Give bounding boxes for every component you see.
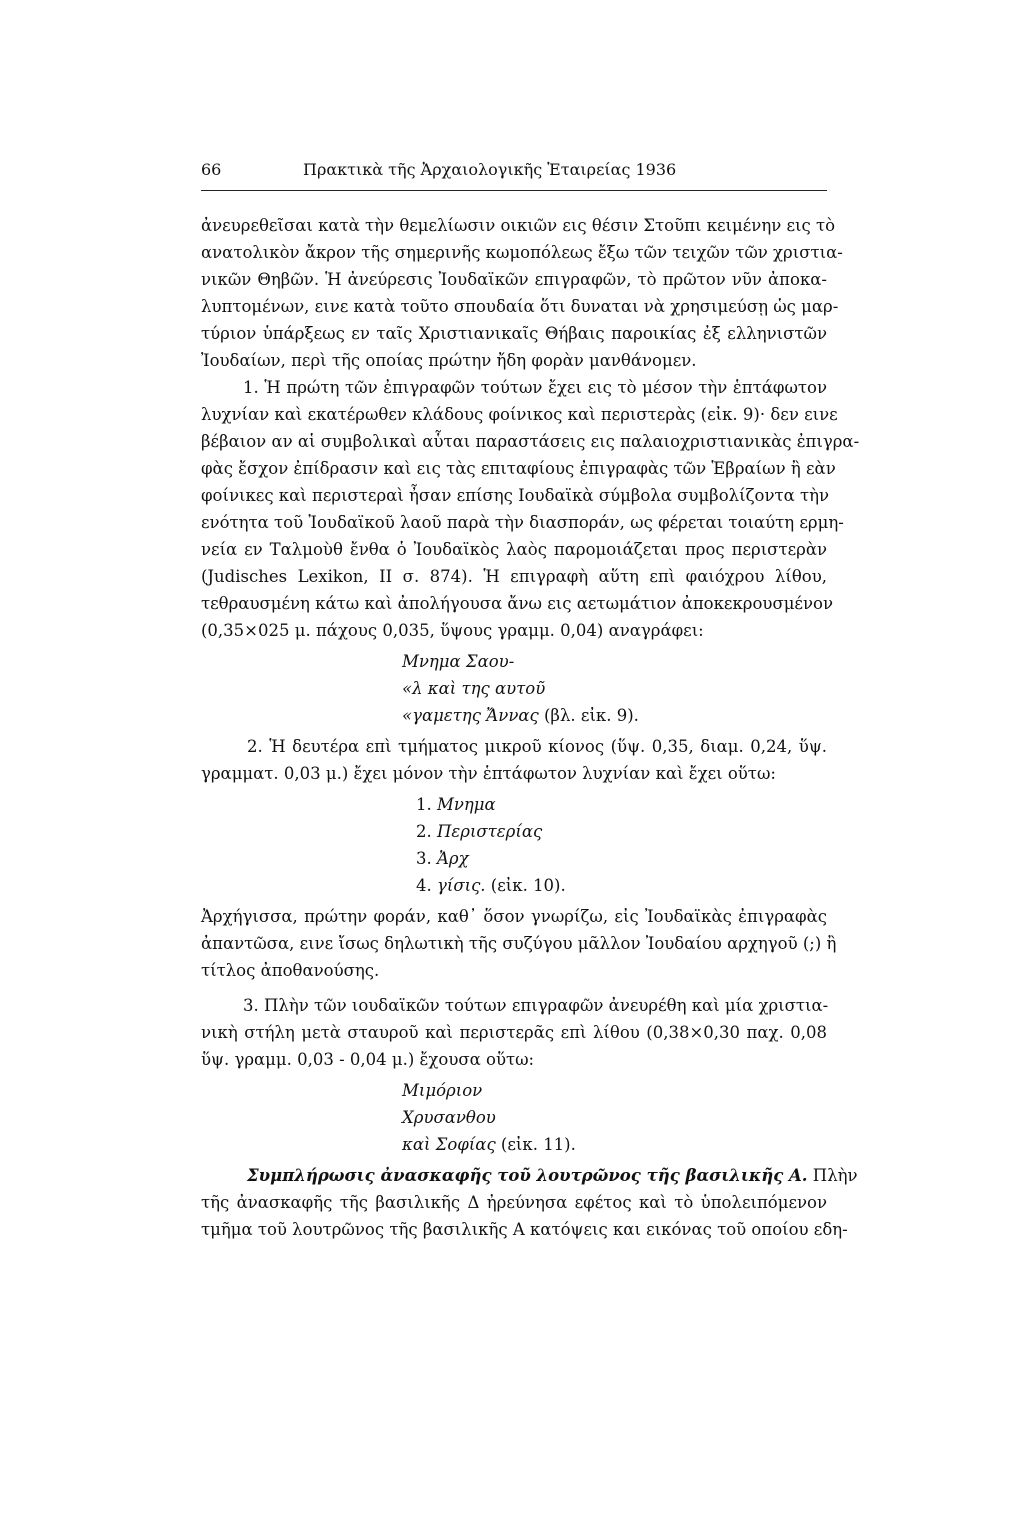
inscription-text: Μνημα bbox=[437, 795, 496, 814]
inscription-line bbox=[201, 845, 827, 872]
text-line: φὰς ἔσχον ἐπίδρασιν καὶ εις τὰς επιταφίους ἐπιγραφὰς τῶν Ἑβραίων ἢ εὰν bbox=[201, 459, 836, 478]
text-line: (Judisches Lexikon, II σ. 874). Ἡ επιγραφὴ αὕτη επὶ φαιόχρου λίθου, bbox=[201, 567, 827, 586]
body-text bbox=[201, 212, 860, 1243]
inscription-text: καὶ Σοφίας bbox=[402, 1135, 496, 1154]
inscription-line bbox=[201, 702, 827, 729]
text-line: ἀνευρεθεῖσαι κατὰ τὴν θεμελίωσιν οικιῶν εις θέσιν Στοῦπι κειμένην εις τὸ bbox=[201, 216, 836, 235]
inscription-line bbox=[201, 1131, 827, 1158]
text-line: Ἰουδαίων, περὶ τῆς οποίας πρώτην ἤδη φορὰν μανθάνομεν. bbox=[201, 351, 697, 370]
text-line: (0,35×025 μ. πάχους 0,035, ὕψους γραμμ. 0,04) αναγράφει: bbox=[201, 621, 704, 640]
text-line: νικὴ στήλη μετὰ σταυροῦ καὶ περιστερᾶς επὶ λίθου (0,38×0,30 παχ. 0,08 bbox=[201, 1023, 827, 1042]
section-heading: Συμπλήρωσις ἀνασκαφῆς τοῦ λουτρῶνος τῆς βασιλικῆς Α. bbox=[247, 1166, 808, 1185]
paragraph-1 bbox=[201, 212, 843, 374]
text-line: 3. Πλὴν τῶν ιουδαϊκῶν τούτων επιγραφῶν ἀνευρέθη καὶ μία χριστια- bbox=[243, 996, 829, 1015]
inscription-line bbox=[201, 818, 827, 845]
line-number: 4. bbox=[416, 876, 437, 895]
inscription-text: «γαμετης Ἄννας bbox=[402, 706, 539, 725]
text-line: τεθραυσμένη κάτω καὶ ἀπολήγουσα ἄνω εις αετωμάτιον ἀποκεκρουσμένον bbox=[201, 594, 833, 613]
text-line: Ἀρχήγισσα, πρώτην φοράν, καθ᾿ ὅσον γνωρίζω, εἰς Ἰουδαϊκὰς ἐπιγραφὰς bbox=[201, 907, 827, 926]
inscription-text: Περιστερίας bbox=[437, 822, 543, 841]
inscription-2 bbox=[201, 791, 827, 899]
inscription-line: Χρυσανθου bbox=[402, 1108, 496, 1127]
text-line: ἀπαντῶσα, εινε ἴσως δηλωτικὴ τῆς συζύγου μᾶλλον Ἰουδαίου αρχηγοῦ (;) ἢ bbox=[201, 934, 837, 953]
text-line: φοίνικες καὶ περιστεραὶ ἦσαν επίσης Ιουδαϊκὰ σύμβολα συμβολίζοντα τὴν bbox=[201, 486, 830, 505]
header-rule bbox=[201, 190, 827, 191]
inscription-text: γίσις. bbox=[437, 876, 486, 895]
inscription-1 bbox=[201, 648, 827, 729]
text-line: λυχνίαν καὶ εκατέρωθεν κλάδους φοίνικος καὶ περιστερὰς (εἰκ. 9)· δεν εινε bbox=[201, 405, 838, 424]
text-line: νικῶν Θηβῶν. Ἡ ἀνεύρεσις Ἰουδαϊκῶν επιγραφῶν, τὸ πρῶτον νῦν ἀποκα- bbox=[201, 270, 827, 289]
text-line: τῆς ἀνασκαφῆς τῆς βασιλικῆς Δ ἠρεύνησα εφέτος καὶ τὸ ὑπολειπόμενον bbox=[201, 1193, 827, 1212]
line-number: 3. bbox=[416, 849, 437, 868]
running-header bbox=[201, 160, 826, 190]
running-title: Πρακτικὰ τῆς Ἀρχαιολογικῆς Ἑταιρείας 1936 bbox=[303, 160, 677, 179]
paragraph-2 bbox=[201, 374, 860, 644]
inscription-line bbox=[201, 872, 827, 899]
text-line: ενότητα τοῦ Ἰουδαϊκοῦ λαοῦ παρὰ τὴν διασποράν, ως φέρεται τοιαύτη ερμη- bbox=[201, 513, 844, 532]
paragraph-6 bbox=[201, 1162, 858, 1243]
line-number: 1. bbox=[416, 795, 437, 814]
text-line: βέβαιον αν αἱ συμβολικαὶ αὗται παραστάσεις εις παλαιοχριστιανικὰς ἐπιγρα- bbox=[201, 432, 860, 451]
text-line: γραμματ. 0,03 μ.) ἔχει μόνον τὴν ἑπτάφωτον λυχνίαν καὶ ἔχει οὕτω: bbox=[201, 764, 776, 783]
inscription-line: «λ καὶ της αυτοῦ bbox=[402, 679, 546, 698]
inscription-3 bbox=[201, 1077, 827, 1158]
text-line: ὕψ. γραμμ. 0,03 - 0,04 μ.) ἔχουσα οὕτω: bbox=[201, 1050, 535, 1069]
text-run: Πλὴν bbox=[807, 1166, 858, 1185]
figure-reference: (εἰκ. 11). bbox=[495, 1135, 576, 1154]
text-line: λυπτομένων, εινε κατὰ τοῦτο σπουδαία ὅτι δυναται νὰ χρησιμεύσῃ ὡς μαρ- bbox=[201, 297, 839, 316]
text-line: ανατολικὸν ἄκρον τῆς σημερινῆς κωμοπόλεως ἔξω τῶν τειχῶν τῶν χριστια- bbox=[201, 243, 843, 262]
text-line: τίτλος ἀποθανούσης. bbox=[201, 961, 380, 980]
line-number: 2. bbox=[416, 822, 437, 841]
text-line: 2. Ἡ δευτέρα επὶ τμήματος μικροῦ κίονος (ὕψ. 0,35, διαμ. 0,24, ὕψ. bbox=[247, 737, 827, 756]
paragraph-4 bbox=[201, 903, 837, 984]
paragraph-3 bbox=[201, 733, 827, 787]
page-number: 66 bbox=[201, 160, 222, 179]
figure-reference: (εἰκ. 10). bbox=[485, 876, 566, 895]
inscription-line: Μνημα Σαου- bbox=[402, 652, 515, 671]
text-line bbox=[201, 1162, 858, 1189]
text-line: 1. Ἡ πρώτη τῶν ἐπιγραφῶν τούτων ἔχει εις τὸ μέσον τὴν ἑπτάφωτον bbox=[243, 378, 827, 397]
inscription-line: Μιμόριον bbox=[402, 1081, 483, 1100]
text-line: τμῆμα τοῦ λουτρῶνος τῆς βασιλικῆς Α κατόψεις και εικόνας τοῦ οποίου εδη- bbox=[201, 1220, 848, 1239]
inscription-line bbox=[201, 791, 827, 818]
text-line: νεία εν Ταλμοὺθ ἔνθα ὁ Ἰουδαϊκὸς λαὸς παρομοιάζεται προς περιστερὰν bbox=[201, 540, 827, 559]
figure-reference: (βλ. εἰκ. 9). bbox=[538, 706, 639, 725]
text-line: τύριον ὑπάρξεως εν ταῖς Χριστιανικαῖς Θήβαις παροικίας ἐξ ελληνιστῶν bbox=[201, 324, 827, 343]
inscription-text: Ἀρχ bbox=[437, 849, 469, 868]
paragraph-5 bbox=[201, 992, 827, 1073]
